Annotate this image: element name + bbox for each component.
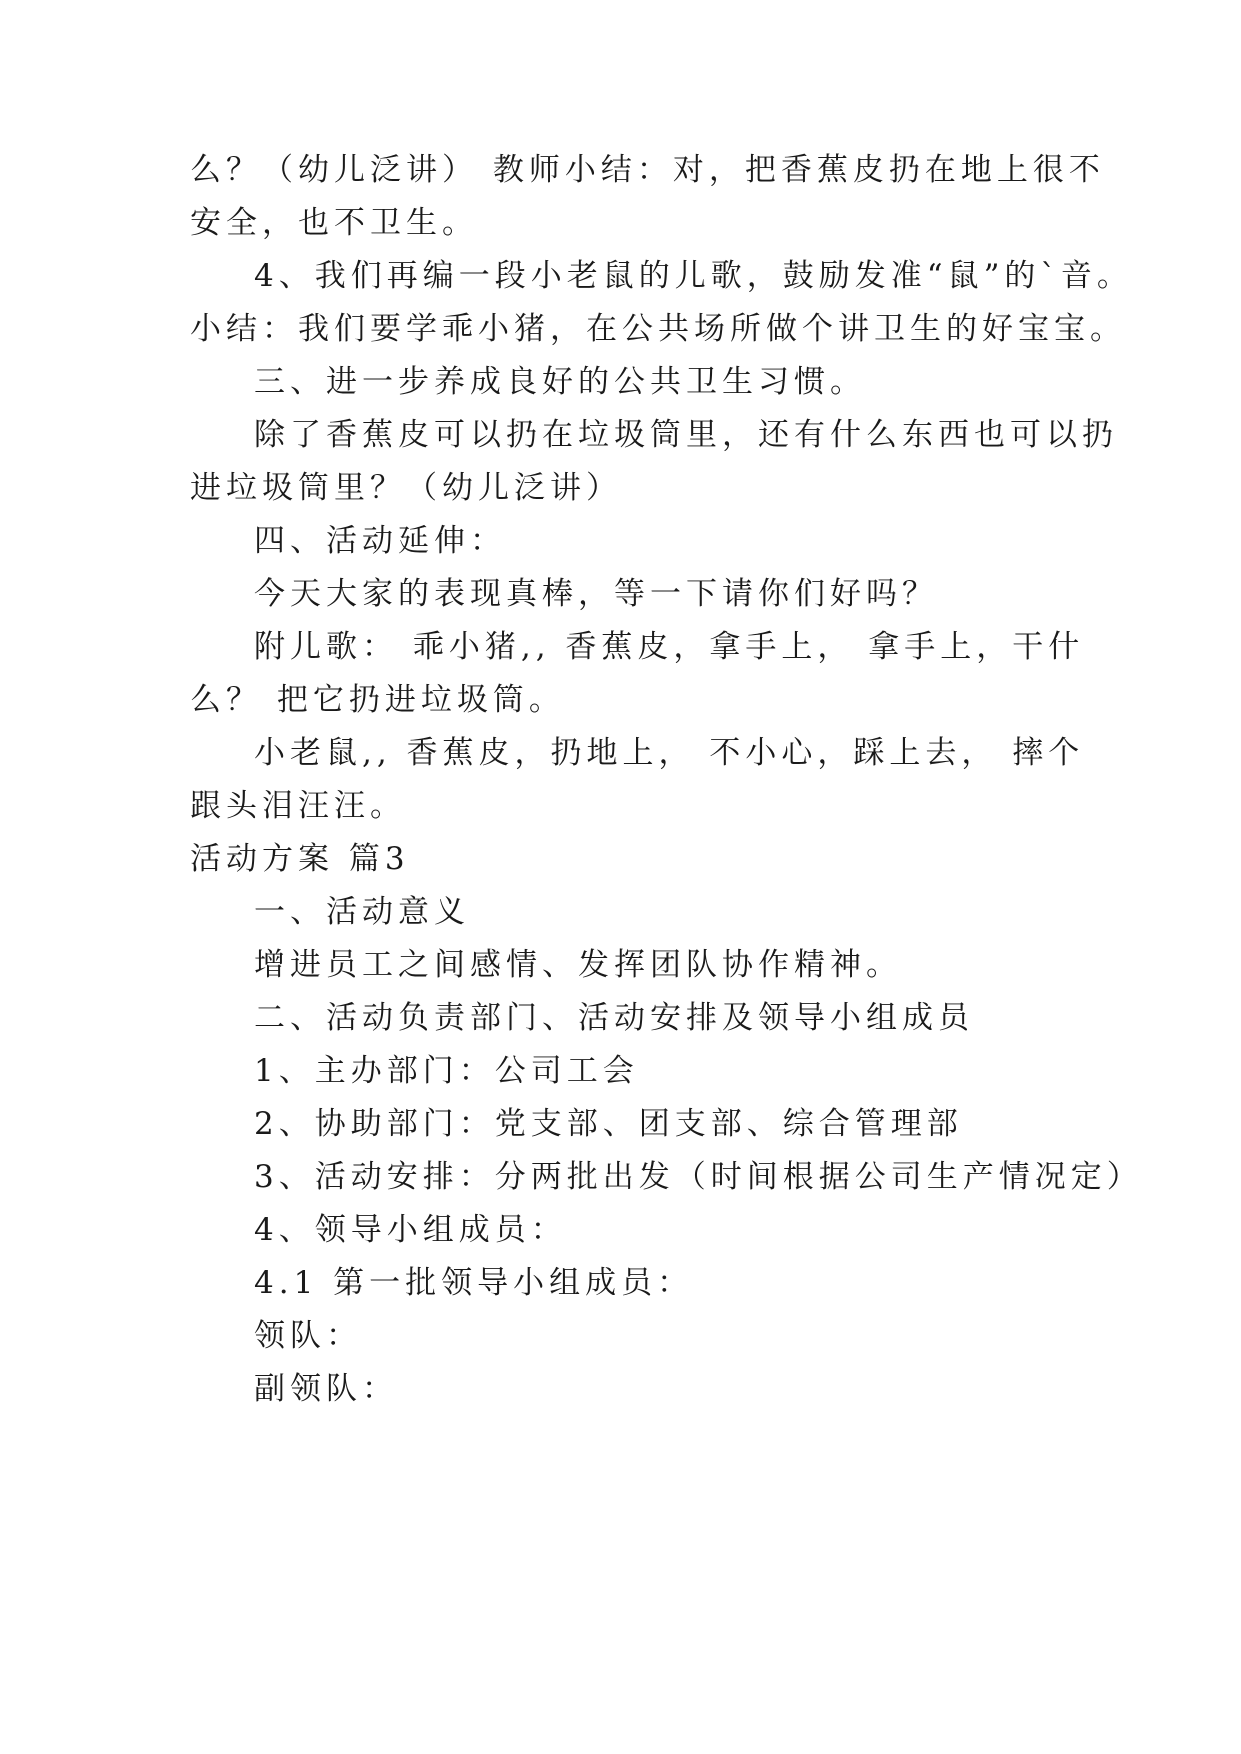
text-line: 附儿歌： 乖小猪,, 香蕉皮，拿手上， 拿手上，干什 xyxy=(254,629,1085,665)
text-line: 增进员工之间感情、发挥团队协作精神。 xyxy=(254,947,902,983)
text-line: 除了香蕉皮可以扔在垃圾筒里，还有什么东西也可以扔 xyxy=(254,417,1118,453)
text-line: 领队： xyxy=(254,1318,362,1354)
list-item: 4、领导小组成员： xyxy=(254,1212,567,1248)
list-item: 3、活动安排：分两批出发（时间根据公司生产情况定） xyxy=(254,1159,1143,1195)
list-item: 2、协助部门：党支部、团支部、综合管理部 xyxy=(254,1106,963,1142)
text-line: 么？（幼儿泛讲） 教师小结：对，把香蕉皮扔在地上很不 xyxy=(190,152,1105,188)
text-line: 么？ 把它扔进垃圾筒。 xyxy=(190,682,565,718)
text-line: 安全，也不卫生。 xyxy=(190,205,478,241)
section-heading: 二、活动负责部门、活动安排及领导小组成员 xyxy=(254,1000,974,1036)
text-line: 跟头泪汪汪。 xyxy=(190,788,406,824)
text-line: 副领队： xyxy=(254,1371,398,1407)
list-item: 1、主办部门：公司工会 xyxy=(254,1053,639,1089)
section-heading: 一、活动意义 xyxy=(254,894,470,930)
document-title: 活动方案 篇3 xyxy=(190,841,410,877)
text-line: 进垃圾筒里？（幼儿泛讲） xyxy=(190,470,622,506)
list-item: 4.1 第一批领导小组成员： xyxy=(254,1265,694,1301)
text-line: 小结：我们要学乖小猪，在公共场所做个讲卫生的好宝宝。 xyxy=(190,311,1126,347)
text-line: 今天大家的表现真棒，等一下请你们好吗？ xyxy=(254,576,938,612)
text-line: 小老鼠,, 香蕉皮，扔地上， 不小心，踩上去， 摔个 xyxy=(254,735,1085,771)
section-heading: 四、活动延伸： xyxy=(254,523,506,559)
section-heading: 三、进一步养成良好的公共卫生习惯。 xyxy=(254,364,866,400)
text-line: 4、我们再编一段小老鼠的儿歌，鼓励发准“鼠”的`音。 xyxy=(254,258,1133,294)
